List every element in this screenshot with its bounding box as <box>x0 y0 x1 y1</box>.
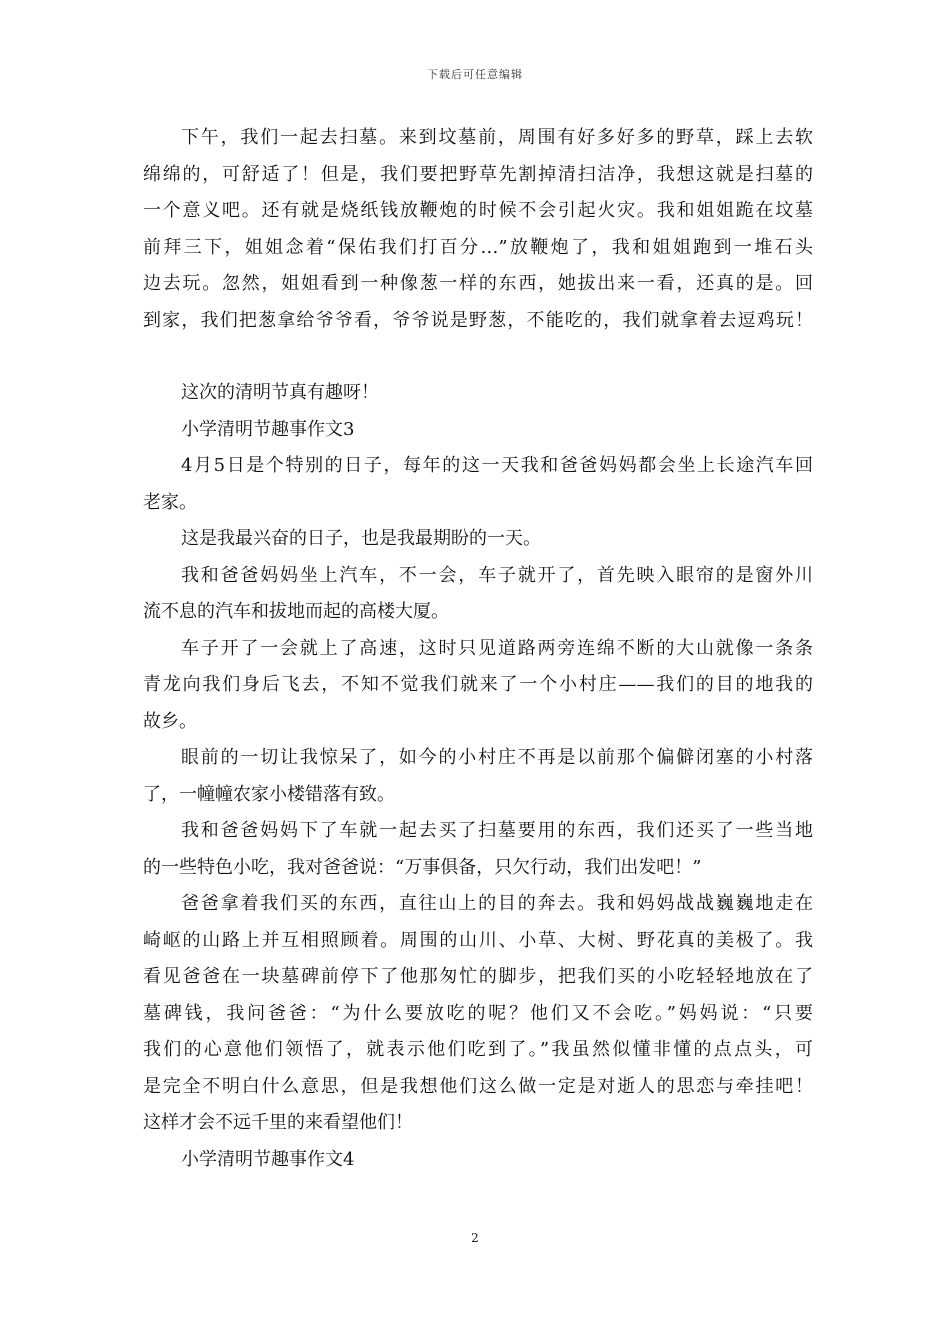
text-line: 看见爸爸在一块墓碑前停下了他那匆忙的脚步，把我们买的小吃轻轻地放在了 <box>143 966 813 987</box>
text-line: 一个意义吧。还有就是烧纸钱放鞭炮的时候不会引起火灾。我和姐姐跪在坟墓 <box>143 200 813 221</box>
text-line: 我们的心意他们领悟了，就表示他们吃到了。”我虽然似懂非懂的点点头，可 <box>143 1039 813 1060</box>
document-body <box>143 120 813 1178</box>
text-line: 车子开了一会就上了高速，这时只见道路两旁连绵不断的大山就像一条条 <box>181 637 813 659</box>
text-line: 我和爸爸妈妈下了车就一起去买了扫墓要用的东西，我们还买了一些当地 <box>181 820 813 841</box>
text-line: 到家，我们把葱拿给爷爷看，爷爷说是野葱，不能吃的，我们就拿着去逗鸡玩！ <box>143 309 813 331</box>
text-line: 流不息的汽车和拔地而起的高楼大厦。 <box>143 601 449 622</box>
text-line: 这样才会不远千里的来看望他们！ <box>143 1112 413 1133</box>
text-line: 爸爸拿着我们买的东西，直往山上的目的奔去。我和妈妈战战巍巍地走在 <box>181 893 813 914</box>
page-number: 2 <box>471 1231 479 1245</box>
text-line: 崎岖的山路上并互相照顾着。周围的山川、小草、大树、野花真的美极了。我 <box>143 929 813 951</box>
text-line: 了，一幢幢农家小楼错落有致。 <box>143 783 395 805</box>
text-line: 4月5日是个特别的日子，每年的这一天我和爸爸妈妈都会坐上长途汽车回 <box>181 455 813 476</box>
text-line: 老家。 <box>143 491 197 513</box>
text-line: 这是我最兴奋的日子，也是我最期盼的一天。 <box>181 528 541 549</box>
text-line: 边去玩。忽然，姐姐看到一种像葱一样的东西，她拔出来一看，还真的是。回 <box>143 273 813 294</box>
page-header: 下载后可任意编辑 <box>427 68 523 81</box>
text-line: 我和爸爸妈妈坐上汽车，不一会，车子就开了，首先映入眼帘的是窗外川 <box>181 564 813 586</box>
text-line: 的一些特色小吃，我对爸爸说：“万事俱备，只欠行动，我们出发吧！” <box>143 856 702 878</box>
text-line: 绵绵的，可舒适了！但是，我们要把野草先割掉清扫洁净，我想这就是扫墓的 <box>143 163 813 185</box>
text-line: 墓碑钱，我问爸爸：“为什么要放吃的呢？他们又不会吃。”妈妈说：“只要 <box>143 1002 813 1024</box>
text-line: 青龙向我们身后飞去，不知不觉我们就来了一个小村庄——我们的目的地我的 <box>143 674 813 695</box>
text-line: 故乡。 <box>143 710 197 732</box>
text-line: 下午，我们一起去扫墓。来到坟墓前，周围有好多好多的野草，踩上去软 <box>181 127 813 148</box>
text-line: 这次的清明节真有趣呀！ <box>181 382 379 403</box>
text-line: 眼前的一切让我惊呆了，如今的小村庄不再是以前那个偏僻闭塞的小村落 <box>181 747 813 768</box>
paragraph-gap <box>143 339 813 375</box>
text-line: 前拜三下，姐姐念着“保佑我们打百分…”放鞭炮了，我和姐姐跑到一堆石头 <box>143 236 813 258</box>
text-line: 是完全不明白什么意思，但是我想他们这么做一定是对逝人的思恋与牵挂吧！ <box>143 1075 813 1097</box>
section-title: 小学清明节趣事作文4 <box>181 1148 355 1170</box>
section-title: 小学清明节趣事作文3 <box>181 418 355 440</box>
